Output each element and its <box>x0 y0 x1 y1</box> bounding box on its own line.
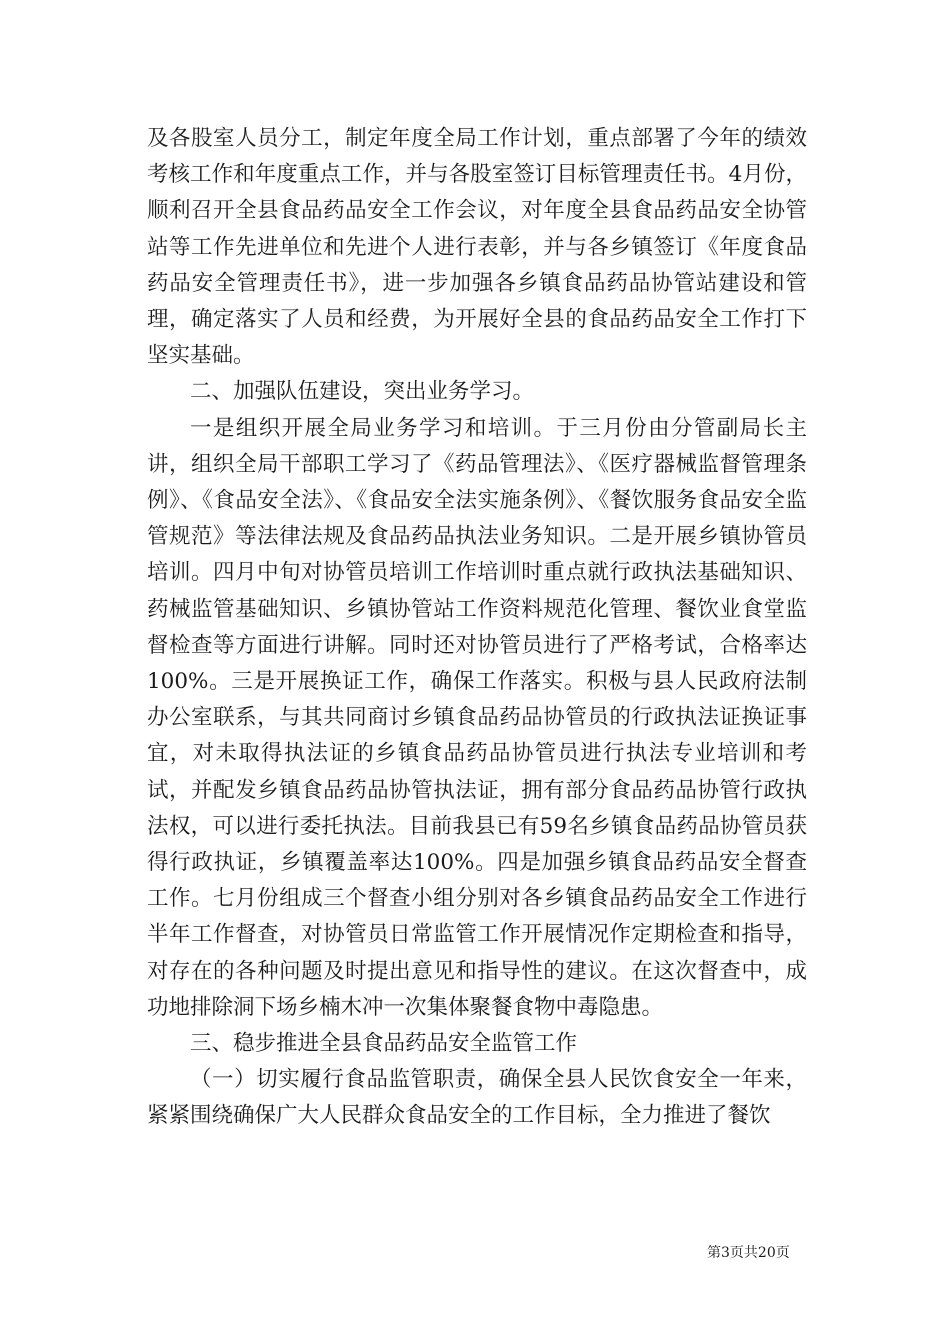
paragraph-training: 一是组织开展全局业务学习和培训。于三月份由分管副局长主讲，组织全局干部职工学习了《药品管理法》、《医疗器械监督管理条例》、《食品安全法》、《食品安全法实施条例》、《餐饮服务食品安全监管规范》等法律法规及食品药品执法业务知识。二是开展乡镇协管员培训。四月中旬对协管员培训工作培训时重点就行政执法基础知识、药械监管基础知识、乡镇协管站工作资料规范化管理、餐饮业食堂监督检查等方面进行讲解。同时还对协管员进行了严格考试，合格率达100%。三是开展换证工作，确保工作落实。积极与县人民政府法制办公室联系，与其共同商讨乡镇食品药品协管员的行政执法证换证事宜，对未取得执法证的乡镇食品药品协管员进行执法专业培训和考试，并配发乡镇食品药品协管执法证，拥有部分食品药品协管行政执法权，可以进行委托执法。目前我县已有59名乡镇食品药品协管员获得行政执证，乡镇覆盖率达100%。四是加强乡镇食品药品安全督查工作。七月份组成三个督查小组分别对各乡镇食品药品安全工作进行半年工作督查，对协管员日常监管工作开展情况作定期检查和指导，对存在的各种问题及时提出意见和指导性的建议。在这次督查中，成功地排除洞下场乡楠木冲一次集体聚餐食物中毒隐患。 <box>147 415 807 1020</box>
section-heading-three: 三、稳步推进全县食品药品安全监管工作 <box>190 1031 578 1057</box>
paragraph-continuation: 及各股室人员分工，制定年度全局工作计划，重点部署了今年的绩效考核工作和年度重点工作，并与各股室签订目标管理责任书。4月份，顺利召开全县食品药品安全工作会议，对年度全县食品药品安全协管站等工作先进单位和先进个人进行表彰，并与各乡镇签订《年度食品药品安全管理责任书》，进一步加强各乡镇食品药品协管站建设和管理，确定落实了人员和经费，为开展好全县的食品药品安全工作打下坚实基础。 <box>147 126 807 369</box>
paragraph-food-supervision: （一）切实履行食品监管职责，确保全县人民饮食安全一年来，紧紧围绕确保广大人民群众食品安全的工作目标，全力推进了餐饮 <box>147 1067 807 1129</box>
page-number-footer: 第3页共20页 <box>707 1245 790 1261</box>
section-heading-two: 二、加强队伍建设，突出业务学习。 <box>190 379 535 405</box>
document-body <box>147 121 807 1135</box>
